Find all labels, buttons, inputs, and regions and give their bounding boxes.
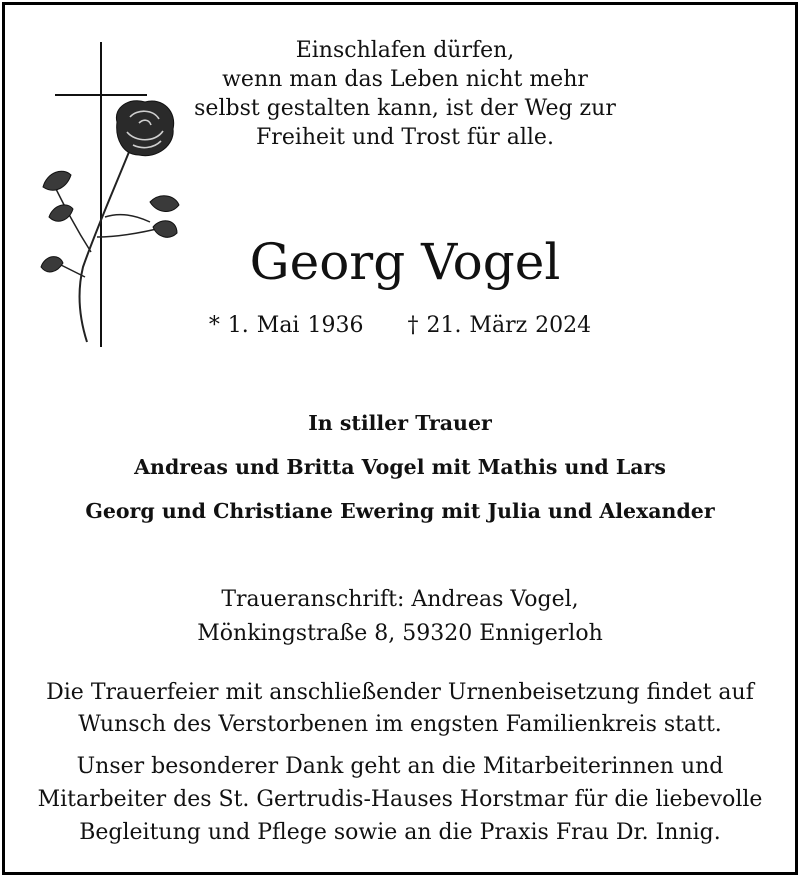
birth-date: * 1. Mai 1936 xyxy=(208,313,364,338)
cross-with-rose-icon xyxy=(35,37,185,352)
thanks-line: Mitarbeiter des St. Gertrudis-Hauses Horstmar für die liebevolle xyxy=(37,787,763,812)
ceremony-note xyxy=(5,677,795,741)
mourners-heading: In stiller Trauer xyxy=(308,411,492,435)
mourners-line: Georg und Christiane Ewering mit Julia und Alexander xyxy=(85,499,715,523)
deceased-name: Georg Vogel xyxy=(249,233,561,291)
death-date: † 21. März 2024 xyxy=(407,313,592,338)
ceremony-line: Die Trauerfeier mit anschließender Urnenbeisetzung findet auf xyxy=(46,680,754,705)
poem-line: selbst gestalten kann, ist der Weg zur xyxy=(194,96,616,121)
poem-line: Freiheit und Trost für alle. xyxy=(256,125,554,150)
life-dates xyxy=(5,311,795,341)
poem xyxy=(175,36,635,152)
address-line-2: Mönkingstraße 8, 59320 Ennigerloh xyxy=(197,621,603,646)
ceremony-line: Wunsch des Verstorbenen im engsten Familienkreis statt. xyxy=(78,712,722,737)
address-line-1: Traueranschrift: Andreas Vogel, xyxy=(221,587,579,612)
mourners-block xyxy=(5,401,795,533)
thanks-note xyxy=(5,750,795,849)
mourners-line: Andreas und Britta Vogel mit Mathis und Lars xyxy=(134,455,666,479)
poem-line: wenn man das Leben nicht mehr xyxy=(222,67,588,92)
thanks-line: Begleitung und Pflege sowie an die Praxis Frau Dr. Innig. xyxy=(79,820,721,845)
poem-line: Einschlafen dürfen, xyxy=(295,38,515,63)
thanks-line: Unser besonderer Dank geht an die Mitarbeiterinnen und xyxy=(76,754,724,779)
mourning-address xyxy=(5,583,795,651)
obituary-notice xyxy=(2,2,798,875)
